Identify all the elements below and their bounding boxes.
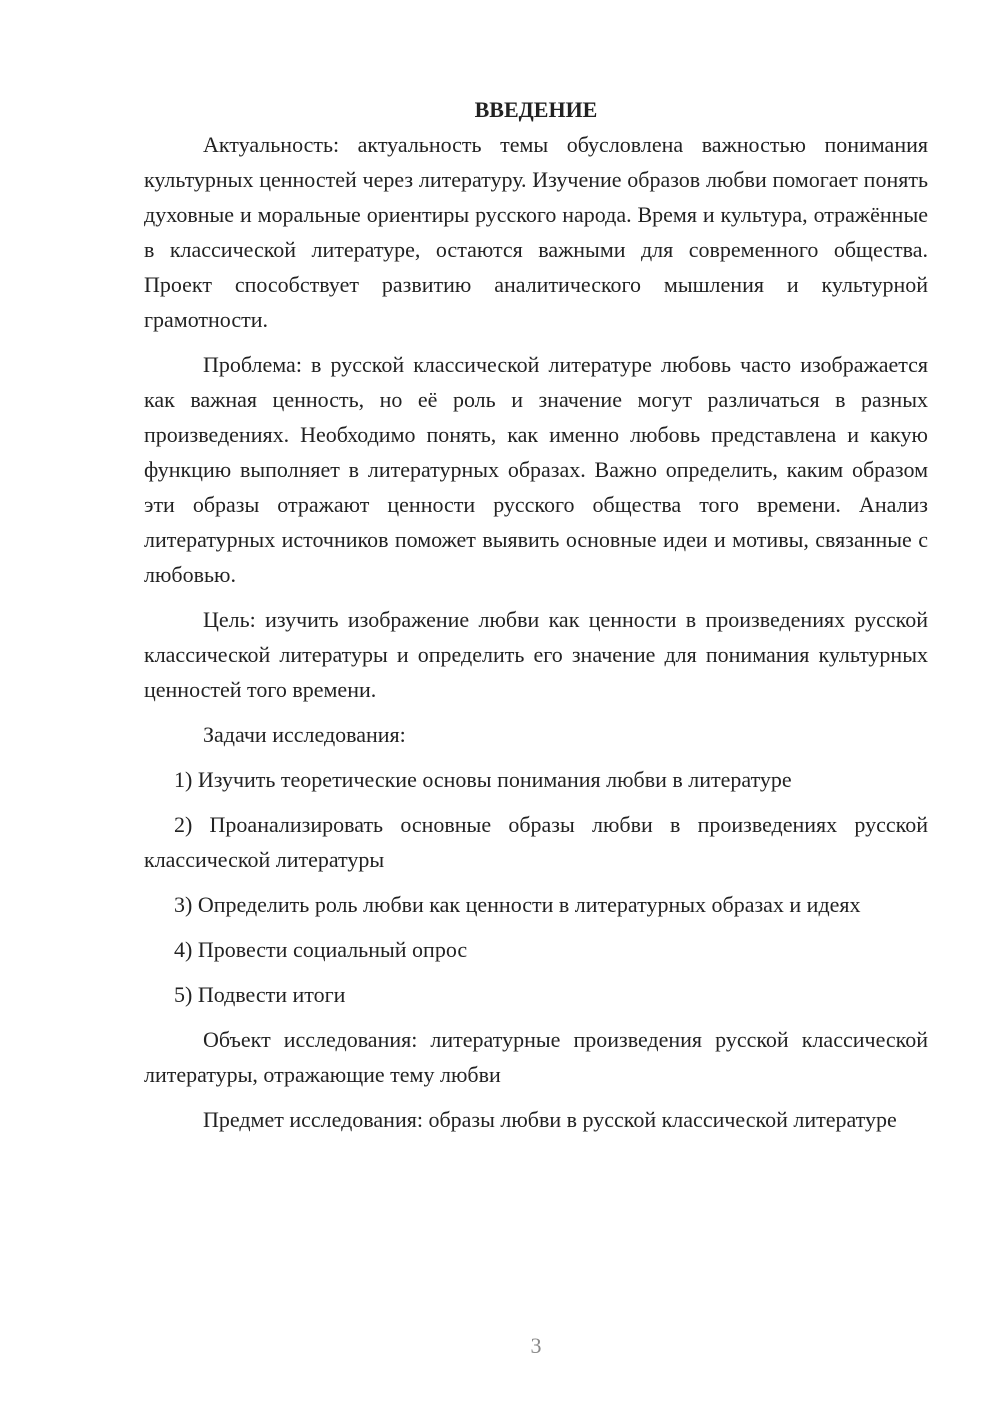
page-number: 3: [530, 1333, 542, 1358]
object-paragraph: Объект исследования: литературные произведения русской классической литературы, отражающие тему любви: [144, 1027, 928, 1087]
goal-paragraph: Цель: изучить изображение любви как ценности в произведениях русской классической литературы и определить его значение для понимания культурных ценностей того времени.: [144, 607, 928, 702]
relevance-paragraph: Актуальность: актуальность темы обусловлена важностью понимания культурных ценностей через литературу. Изучение образов любви помогает понять духовные и моральные ориентиры русского народа. Время и культура, отражённые в классической литературе, остаются важными для современного общества. Проект способствует развитию аналитического мышления и культурной грамотности.: [144, 132, 928, 332]
subject-paragraph: Предмет исследования: образы любви в русской классической литературе: [203, 1107, 897, 1132]
task-item: 5) Подвести итоги: [174, 982, 346, 1007]
page-content: [144, 92, 928, 1147]
task-item: 4) Провести социальный опрос: [174, 937, 468, 962]
task-item: 1) Изучить теоретические основы понимания любви в литературе: [174, 767, 792, 792]
task-item: 2) Проанализировать основные образы любви в произведениях русской классической литературы: [144, 812, 928, 872]
problem-paragraph: Проблема: в русской классической литературе любовь часто изображается как важная ценность, но её роль и значение могут различаться в разных произведениях. Необходимо понять, как именно любовь представлена и какую функцию выполняет в литературных образах. Важно определить, каким образом эти образы отражают ценности русского общества того времени. Анализ литературных источников поможет выявить основные идеи и мотивы, связанные с любовью.: [144, 352, 928, 587]
section-title: ВВЕДЕНИЕ: [474, 97, 598, 122]
tasks-heading: Задачи исследования:: [203, 722, 406, 747]
task-item: 3) Определить роль любви как ценности в литературных образах и идеях: [174, 892, 861, 917]
